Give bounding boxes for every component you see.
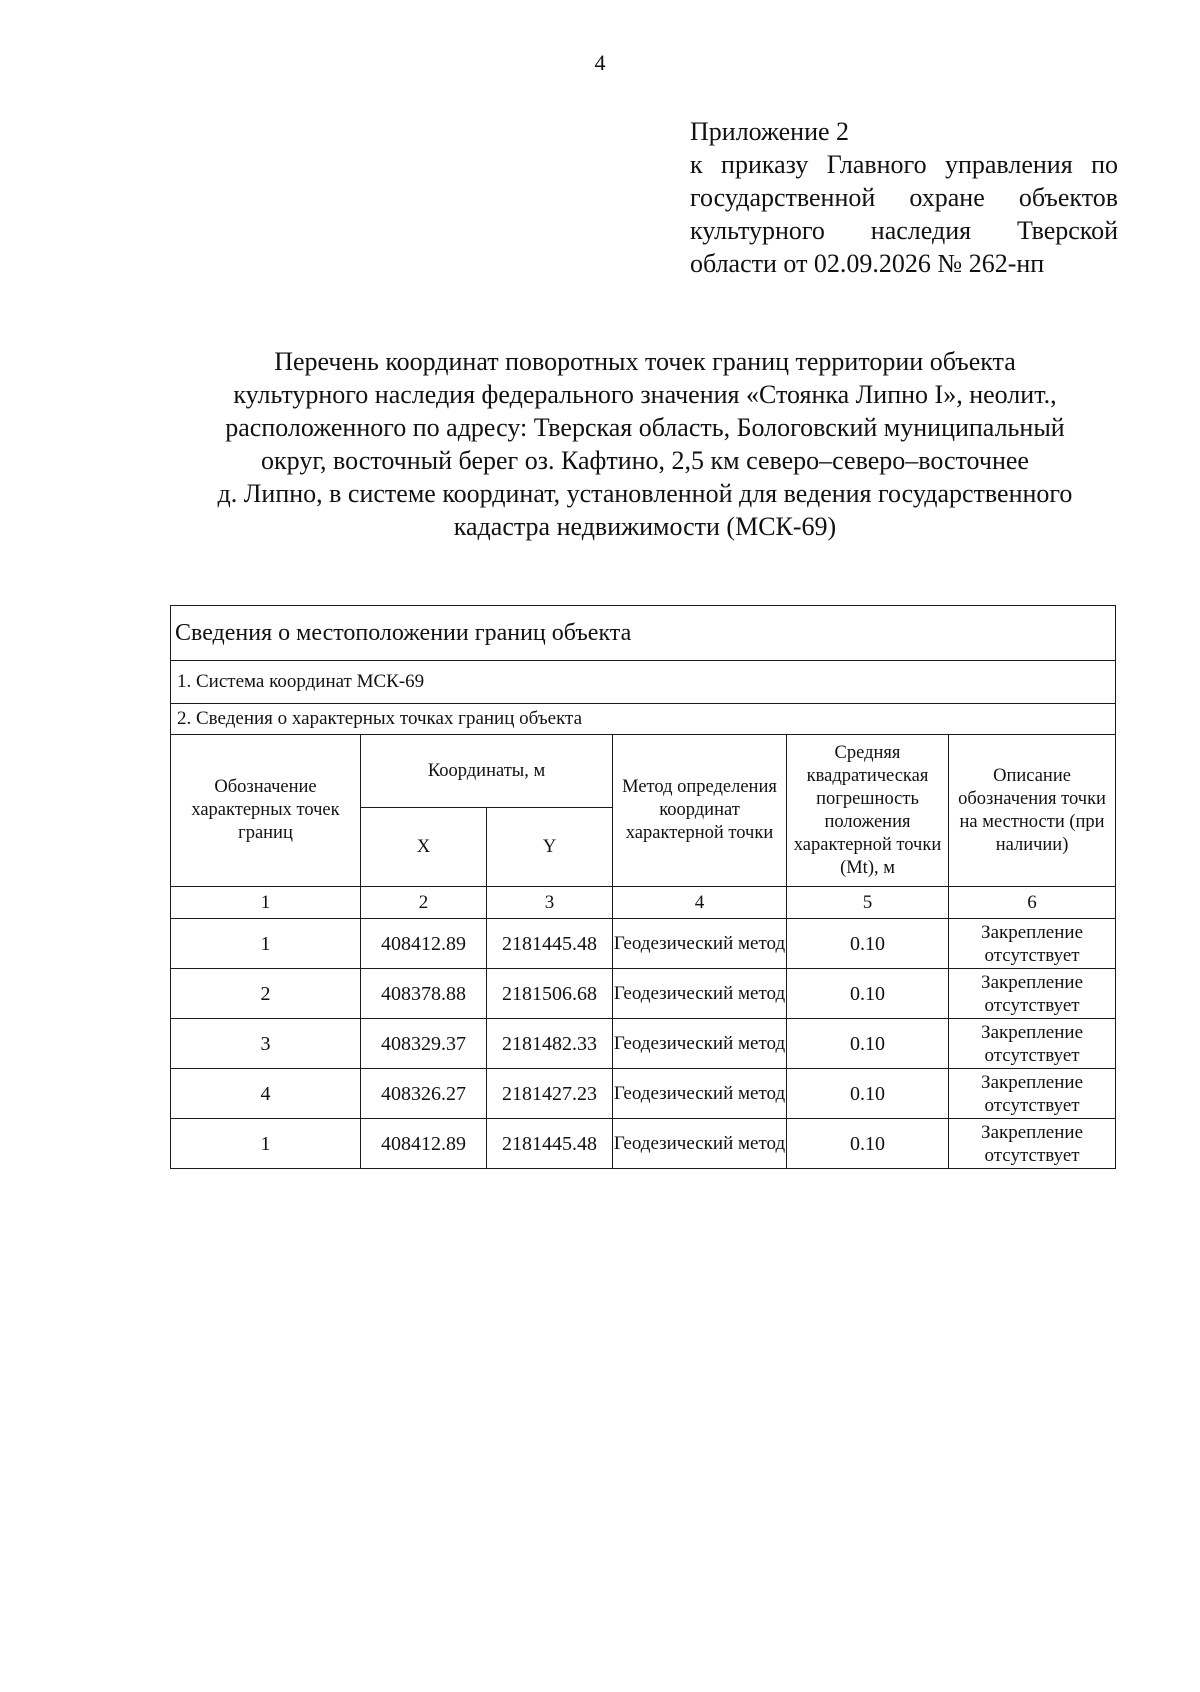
section-title: Сведения о местоположении границ объекта [171, 606, 1116, 661]
title-line: д. Липно, в системе координат, установленной для ведения государственного [217, 479, 1073, 508]
column-number: 4 [613, 887, 787, 919]
description-cell: Закрепление отсутствует [949, 1019, 1116, 1069]
table-row [171, 919, 1116, 969]
error-cell: 0.10 [787, 1019, 949, 1069]
column-number: 3 [487, 887, 613, 919]
table-row [171, 969, 1116, 1019]
header-x: X [361, 808, 487, 887]
y-cell: 2181427.23 [487, 1069, 613, 1119]
header-designation: Обозначение характерных точек границ [171, 735, 361, 887]
appendix-line: к приказу Главного управления по [690, 150, 1118, 179]
point-cell: 1 [171, 919, 361, 969]
error-cell: 0.10 [787, 969, 949, 1019]
column-number: 2 [361, 887, 487, 919]
error-cell: 0.10 [787, 1069, 949, 1119]
column-numbers-row [171, 887, 1116, 919]
error-cell: 0.10 [787, 919, 949, 969]
table-row [171, 1119, 1116, 1169]
y-cell: 2181506.68 [487, 969, 613, 1019]
y-cell: 2181445.48 [487, 1119, 613, 1169]
method-cell: Геодезический метод [613, 1019, 787, 1069]
x-cell: 408378.88 [361, 969, 487, 1019]
appendix-line: Приложение 2 [690, 117, 850, 146]
y-cell: 2181445.48 [487, 919, 613, 969]
method-cell: Геодезический метод [613, 1119, 787, 1169]
x-cell: 408412.89 [361, 919, 487, 969]
appendix-line: области от 02.09.2026 № 262-нп [690, 249, 1045, 278]
document-title [170, 345, 1120, 543]
description-cell: Закрепление отсутствует [949, 919, 1116, 969]
point-cell: 2 [171, 969, 361, 1019]
header-method: Метод определения координат характерной точки [613, 735, 787, 887]
title-line: кадастра недвижимости (МСК-69) [453, 512, 837, 541]
appendix-line: культурного наследия Тверской [690, 216, 1118, 245]
title-line: округ, восточный берег оз. Кафтино, 2,5 км северо–северо–восточнее [261, 446, 1029, 475]
table-row [171, 1069, 1116, 1119]
title-line: Перечень координат поворотных точек границ территории объекта [274, 347, 1016, 376]
description-cell: Закрепление отсутствует [949, 1069, 1116, 1119]
x-cell: 408412.89 [361, 1119, 487, 1169]
points-info: 2. Сведения о характерных точках границ объекта [171, 704, 1116, 735]
title-line: культурного наследия федерального значения «Стоянка Липно I», неолит., [233, 380, 1057, 409]
y-cell: 2181482.33 [487, 1019, 613, 1069]
description-cell: Закрепление отсутствует [949, 1119, 1116, 1169]
header-y: Y [487, 808, 613, 887]
method-cell: Геодезический метод [613, 969, 787, 1019]
title-line: расположенного по адресу: Тверская область, Бологовский муниципальный [225, 413, 1065, 442]
page-number: 4 [594, 50, 606, 75]
point-cell: 1 [171, 1119, 361, 1169]
header-coordinates: Координаты, м [361, 735, 613, 808]
column-number: 5 [787, 887, 949, 919]
column-number: 6 [949, 887, 1116, 919]
error-cell: 0.10 [787, 1119, 949, 1169]
x-cell: 408326.27 [361, 1069, 487, 1119]
column-number: 1 [171, 887, 361, 919]
header-description: Описание обозначения точки на местности (при наличии) [949, 735, 1116, 887]
x-cell: 408329.37 [361, 1019, 487, 1069]
coordinates-table [170, 605, 1116, 1169]
point-cell: 4 [171, 1069, 361, 1119]
method-cell: Геодезический метод [613, 919, 787, 969]
description-cell: Закрепление отсутствует [949, 969, 1116, 1019]
table-row [171, 1019, 1116, 1069]
appendix-line: государственной охране объектов [690, 183, 1118, 212]
method-cell: Геодезический метод [613, 1069, 787, 1119]
appendix-block [690, 115, 1118, 280]
header-error: Средняя квадратическая погрешность положения характерной точки (Mt), м [787, 735, 949, 887]
point-cell: 3 [171, 1019, 361, 1069]
coordinate-system: 1. Система координат МСК-69 [171, 661, 1116, 704]
